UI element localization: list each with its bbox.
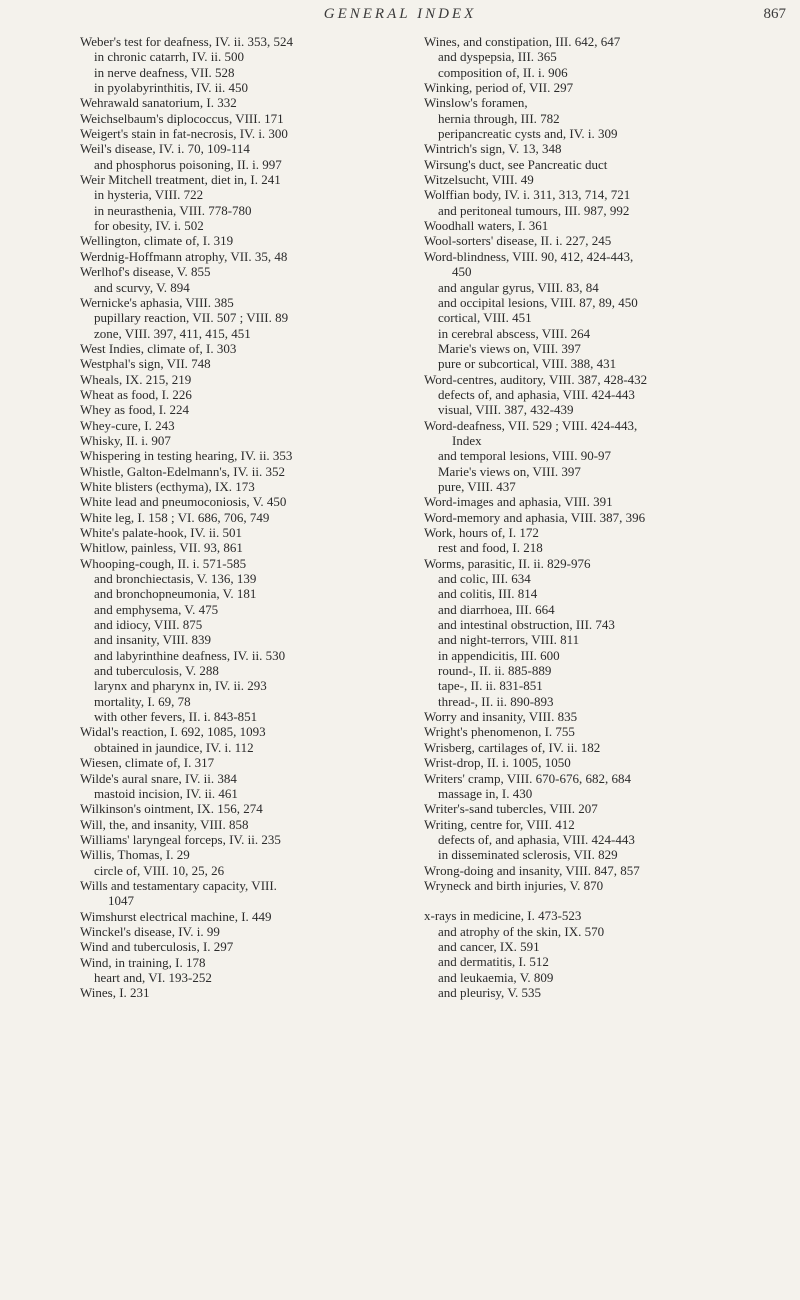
index-subentry: mortality, I. 69, 78	[94, 693, 191, 709]
index-entry: Weir Mitchell treatment, diet in, I. 241	[80, 172, 281, 188]
index-entry: Wheat as food, I. 226	[80, 386, 192, 402]
index-entry: Wind, in training, I. 178	[80, 954, 206, 970]
index-entry: Weber's test for deafness, IV. ii. 353, 524	[80, 34, 293, 49]
index-subentry: in chronic catarrh, IV. ii. 500	[94, 49, 244, 65]
index-subentry: hernia through, III. 782	[438, 110, 560, 126]
index-entry: Wiesen, climate of, I. 317	[80, 755, 215, 771]
index-subentry: and dermatitis, I. 512	[438, 954, 549, 970]
index-entry: Werlhof's disease, V. 855	[80, 264, 211, 280]
index-subentry: composition of, II. i. 906	[438, 64, 568, 80]
index-entry: Widal's reaction, I. 692, 1085, 1093	[80, 724, 266, 740]
index-entry: Wines, I. 231	[80, 985, 150, 1001]
index-entry: Wind and tuberculosis, I. 297	[80, 939, 234, 955]
index-subentry: and insanity, VIII. 839	[94, 632, 211, 648]
index-entry: Westphal's sign, VII. 748	[80, 356, 211, 372]
index-entry: Word-memory and aphasia, VIII. 387, 396	[424, 509, 646, 525]
index-entry: Williams' laryngeal forceps, IV. ii. 235	[80, 831, 281, 847]
index-entry: Wrisberg, cartilages of, IV. ii. 182	[424, 739, 601, 755]
section-gap	[424, 893, 770, 908]
index-subentry: and colic, III. 634	[438, 571, 531, 587]
index-entry: Whey as food, I. 224	[80, 402, 190, 418]
index-subentry: 450	[452, 264, 472, 280]
index-subentry: rest and food, I. 218	[438, 540, 543, 556]
index-subentry: with other fevers, II. i. 843-851	[94, 709, 258, 725]
index-subentry: and labyrinthine deafness, IV. ii. 530	[94, 647, 286, 663]
index-subentry: for obesity, IV. i. 502	[94, 218, 204, 234]
index-entry: Wryneck and birth injuries, V. 870	[424, 877, 604, 893]
index-subentry: heart and, VI. 193-252	[94, 969, 212, 985]
index-entry: Whispering in testing hearing, IV. ii. 353	[80, 448, 293, 464]
index-entry: Wimshurst electrical machine, I. 449	[80, 908, 272, 924]
index-entry: Wright's phenomenon, I. 755	[424, 724, 575, 740]
index-subentry: cortical, VIII. 451	[438, 310, 532, 326]
index-entry: Wellington, climate of, I. 319	[80, 233, 234, 249]
index-entry: Weichselbaum's diplococcus, VIII. 171	[80, 110, 284, 126]
index-subentry: in neurasthenia, VIII. 778-780	[94, 202, 252, 218]
index-entry: Winking, period of, VII. 297	[424, 80, 574, 96]
index-entry: Woodhall waters, I. 361	[424, 218, 549, 234]
index-entry: Willis, Thomas, I. 29	[80, 847, 190, 863]
index-entry: Wool-sorters' disease, II. i. 227, 245	[424, 233, 612, 249]
index-subentry: peripancreatic cysts and, IV. i. 309	[438, 126, 618, 142]
index-entry: Will, the, and insanity, VIII. 858	[80, 816, 249, 832]
index-subentry: and colitis, III. 814	[438, 586, 538, 602]
index-entry: Word-deafness, VII. 529 ; VIII. 424-443,	[424, 417, 638, 433]
index-entry: Weigert's stain in fat-necrosis, IV. i. 300	[80, 126, 288, 142]
index-entry: Wills and testamentary capacity, VIII.	[80, 877, 277, 893]
index-entry: Wernicke's aphasia, VIII. 385	[80, 294, 234, 310]
index-subentry: and emphysema, V. 475	[94, 601, 219, 617]
index-entry: Wilde's aural snare, IV. ii. 384	[80, 770, 237, 786]
page-header	[0, 4, 800, 30]
index-subentry: and pleurisy, V. 535	[438, 984, 542, 1000]
index-entry: Whooping-cough, II. i. 571-585	[80, 555, 247, 571]
index-entry: Weil's disease, IV. i. 70, 109-114	[80, 141, 250, 157]
index-entry: Wines, and constipation, III. 642, 647	[424, 34, 621, 49]
index-subentry: defects of, and aphasia, VIII. 424-443	[438, 831, 635, 847]
index-subentry: zone, VIII. 397, 411, 415, 451	[94, 325, 251, 341]
index-subentry: and diarrhoea, III. 664	[438, 601, 555, 617]
index-subentry: pure or subcortical, VIII. 388, 431	[438, 356, 617, 372]
index-entry: Wrist-drop, II. i. 1005, 1050	[424, 755, 571, 771]
index-subentry: and occipital lesions, VIII. 87, 89, 450	[438, 294, 638, 310]
index-subentry: circle of, VIII. 10, 25, 26	[94, 862, 225, 878]
index-entry: Writer's-sand tubercles, VIII. 207	[424, 801, 598, 817]
index-subentry: Marie's views on, VIII. 397	[438, 463, 581, 479]
index-subentry: defects of, and aphasia, VIII. 424-443	[438, 386, 635, 402]
index-entry: Worry and insanity, VIII. 835	[424, 709, 578, 725]
index-entry: Winslow's foramen,	[424, 95, 528, 111]
index-subentry: and angular gyrus, VIII. 83, 84	[438, 279, 599, 295]
index-subentry: massage in, I. 430	[438, 785, 533, 801]
index-entry: Witzelsucht, VIII. 49	[424, 172, 534, 188]
index-entry: Writing, centre for, VIII. 412	[424, 816, 575, 832]
index-entry: Wehrawald sanatorium, I. 332	[80, 95, 237, 111]
index-subentry: obtained in jaundice, IV. i. 112	[94, 739, 254, 755]
index-entry: Writers' cramp, VIII. 670-676, 682, 684	[424, 770, 632, 786]
index-subentry: and dyspepsia, III. 365	[438, 49, 557, 65]
index-entry: Word-centres, auditory, VIII. 387, 428-432	[424, 371, 648, 387]
index-entry: Worms, parasitic, II. ii. 829-976	[424, 555, 591, 571]
index-entry: Whistle, Galton-Edelmann's, IV. ii. 352	[80, 463, 286, 479]
index-subentry: thread-, II. ii. 890-893	[438, 693, 554, 709]
index-subentry: larynx and pharynx in, IV. ii. 293	[94, 678, 267, 694]
index-subentry: and night-terrors, VIII. 811	[438, 632, 580, 648]
index-subentry: and intestinal obstruction, III. 743	[438, 617, 615, 633]
page-number: 867	[763, 6, 786, 22]
index-subentry: and scurvy, V. 894	[94, 279, 190, 295]
index-entry: Winckel's disease, IV. i. 99	[80, 923, 220, 939]
index-entry: Wheals, IX. 215, 219	[80, 371, 192, 387]
running-title: GENERAL INDEX	[323, 6, 477, 22]
index-subentry: round-, II. ii. 885-889	[438, 663, 552, 679]
index-subentry: and bronchiectasis, V. 136, 139	[94, 571, 257, 587]
index-subentry: pure, VIII. 437	[438, 478, 516, 494]
index-subentry: and temporal lesions, VIII. 90-97	[438, 448, 612, 464]
index-subentry: and leukaemia, V. 809	[438, 969, 554, 985]
index-subentry: Index	[452, 432, 482, 448]
index-entry: Werdnig-Hoffmann atrophy, VII. 35, 48	[80, 248, 288, 264]
index-subentry: and atrophy of the skin, IX. 570	[438, 923, 605, 939]
index-subentry: and bronchopneumonia, V. 181	[94, 586, 257, 602]
index-entry: White leg, I. 158 ; VI. 686, 706, 749	[80, 509, 270, 525]
index-entry: White lead and pneumoconiosis, V. 450	[80, 494, 287, 510]
index-entry: Word-blindness, VIII. 90, 412, 424-443,	[424, 248, 634, 264]
index-subentry: mastoid incision, IV. ii. 461	[94, 785, 238, 801]
index-subentry: Marie's views on, VIII. 397	[438, 340, 581, 356]
index-entry: White's palate-hook, IV. ii. 501	[80, 525, 243, 540]
index-subentry: in cerebral abscess, VIII. 264	[438, 325, 591, 341]
index-entry: Wirsung's duct, see Pancreatic duct	[424, 156, 608, 172]
index-subentry: visual, VIII. 387, 432-439	[438, 402, 574, 418]
index-entry: Work, hours of, I. 172	[424, 525, 539, 540]
index-subentry: in appendicitis, III. 600	[438, 647, 560, 663]
index-entry: West Indies, climate of, I. 303	[80, 340, 237, 356]
index-subentry: in pyolabyrinthitis, IV. ii. 450	[94, 80, 248, 96]
index-subentry: pupillary reaction, VII. 507 ; VIII. 89	[94, 310, 289, 326]
index-entry: Wrong-doing and insanity, VIII. 847, 857	[424, 862, 640, 878]
index-entry: White blisters (ecthyma), IX. 173	[80, 478, 255, 494]
index-subentry: in disseminated sclerosis, VII. 829	[438, 847, 618, 863]
index-subentry: in hysteria, VIII. 722	[94, 187, 204, 203]
index-entry: Wilkinson's ointment, IX. 156, 274	[80, 801, 263, 817]
index-subentry: and idiocy, VIII. 875	[94, 617, 203, 633]
index-subentry: 1047	[108, 893, 134, 909]
index-entry: x-rays in medicine, I. 473-523	[424, 908, 582, 924]
index-entry: Wintrich's sign, V. 13, 348	[424, 141, 562, 157]
index-subentry: tape-, II. ii. 831-851	[438, 678, 543, 694]
index-subentry: and tuberculosis, V. 288	[94, 663, 219, 679]
index-subentry: and phosphorus poisoning, II. i. 997	[94, 156, 282, 172]
index-entry: Wolffian body, IV. i. 311, 313, 714, 721	[424, 187, 631, 203]
index-entry: Whisky, II. i. 907	[80, 432, 171, 448]
index-column-left	[80, 34, 410, 1001]
index-subentry: and cancer, IX. 591	[438, 938, 540, 954]
index-column-right	[424, 34, 770, 1000]
index-entry: Whitlow, painless, VII. 93, 861	[80, 540, 243, 556]
index-entry: Whey-cure, I. 243	[80, 417, 175, 433]
index-subentry: and peritoneal tumours, III. 987, 992	[438, 202, 630, 218]
index-entry: Word-images and aphasia, VIII. 391	[424, 494, 613, 510]
index-subentry: in nerve deafness, VII. 528	[94, 64, 235, 80]
